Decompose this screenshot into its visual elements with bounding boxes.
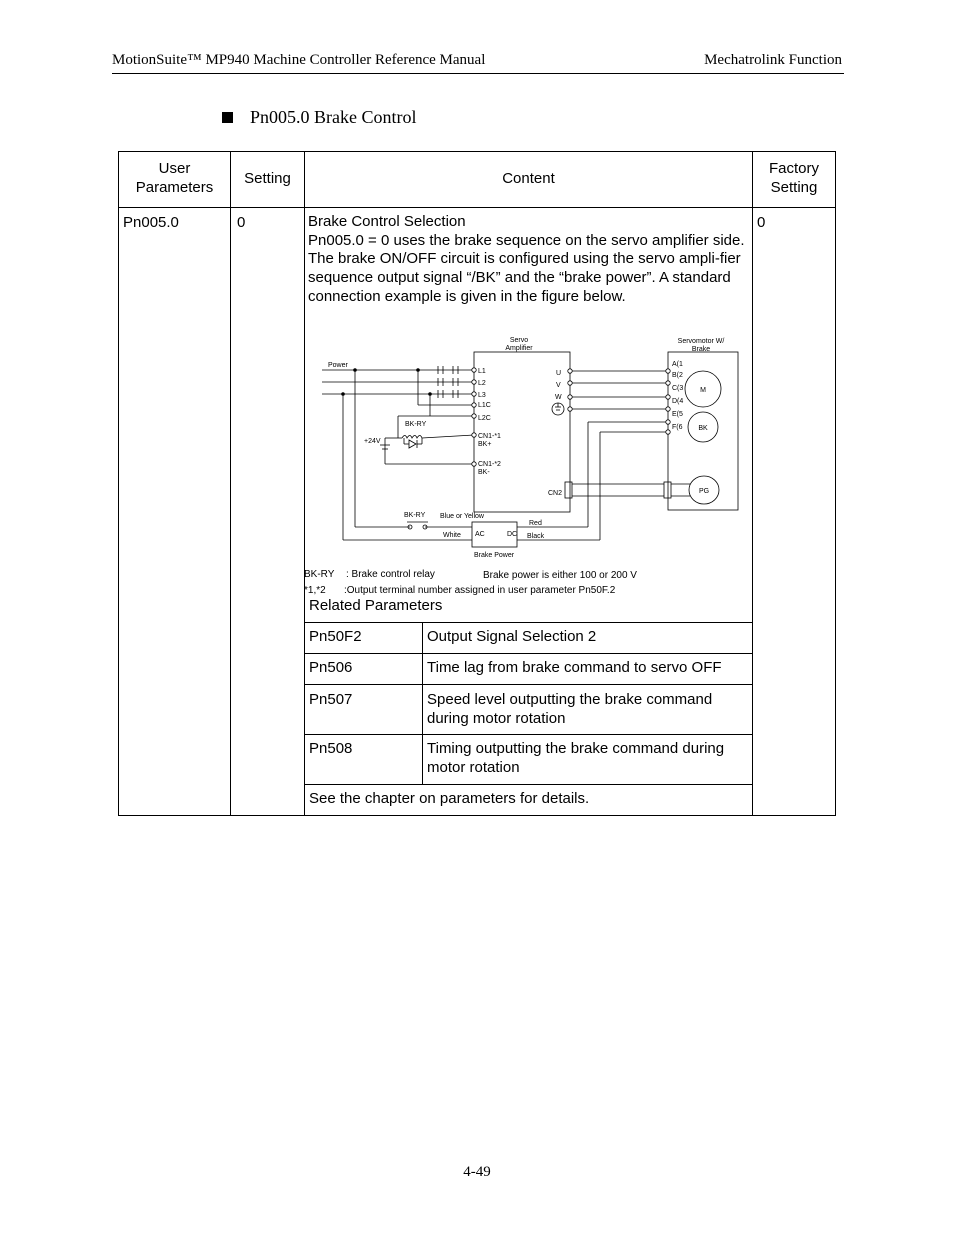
related-param-2: Pn506 [309,659,353,676]
terminal-w: W [555,394,562,401]
pg-label: PG [698,488,710,495]
header-content: Content [502,170,555,187]
terminal-bk-minus: BK- [478,469,490,476]
brake-wiring-diagram [300,330,752,622]
section-title [222,107,417,128]
content-paragraph-1: Pn005.0 = 0 uses the brake sequence on the servo amplifier side. [308,231,745,249]
related-desc-1: Output Signal Selection 2 [427,628,597,645]
terminal-l1c: L1C [478,402,491,409]
table-col-divider-1 [230,151,231,816]
page-number: 4-49 [463,1164,491,1180]
motor-pin-f: F(6 [672,424,683,431]
note-bkry-key: BK-RY [304,569,335,580]
header-setting: Setting [244,170,291,187]
terminal-cn1-2: CN1-*2 [478,461,501,468]
related-top-border [304,622,752,623]
related-param-4: Pn508 [309,740,353,757]
note-bkry-text: : Brake control relay [346,569,435,580]
black-label: Black [527,533,545,540]
related-param-3: Pn507 [309,691,353,708]
table-left-border [118,151,119,816]
table-header-divider [118,207,836,208]
motor-m-label: M [700,387,706,394]
motor-pin-a: A(1 [672,361,683,368]
terminal-l2c: L2C [478,415,491,422]
header-rule [112,73,844,74]
cn2-label: CN2 [548,490,563,497]
terminal-bk-plus: BK+ [478,441,492,448]
table-top-border [118,151,836,152]
header-factory-setting: Factory Setting [768,160,819,196]
related-param-1: Pn50F2 [309,628,362,645]
dc-label: DC [507,531,518,538]
servomotor-label: Servomotor W/ Brake [677,338,725,353]
section-title-text: Pn005.0 Brake Control [250,107,417,127]
blue-yellow-label: Blue or Yellow [440,513,484,520]
motor-pin-b: B(2 [672,372,683,379]
row-content [308,213,748,307]
note-terminal-text: :Output terminal number assigned in user parameter Pn50F.2 [344,585,616,596]
terminal-u: U [556,370,562,377]
motor-pin-e: E(5 [672,411,683,418]
related-divider-1 [304,653,752,654]
related-col-divider [422,622,423,784]
note-terminal-key: *1,*2 [304,585,326,596]
brake-power-label: Brake Power [474,552,515,559]
see-details-text: See the chapter on parameters for details. [309,790,590,807]
running-header-section: Mechatrolink Function [704,52,842,68]
table-col-divider-3 [752,151,753,816]
related-divider-2 [304,684,752,685]
terminal-l2: L2 [478,380,486,387]
header-user-parameters: User Parameters [135,160,214,196]
table-right-border [835,151,836,816]
terminal-cn1-1: CN1-*1 [478,433,501,440]
related-divider-3 [304,734,752,735]
white-label: White [443,532,461,539]
v24-label: +24V [364,438,381,445]
related-desc-3: Speed level outputting the brake command during motor rotation [427,691,713,727]
motor-pin-c: C(3 [672,385,684,392]
square-bullet-icon [222,112,233,123]
related-divider-4 [304,784,752,785]
terminal-l3: L3 [478,392,486,399]
brake-bk-label: BK [698,425,708,432]
bkry-contact-label: BK-RY [404,512,426,519]
servo-amplifier-label: Servo Amplifier [505,337,533,352]
note-brake-power: Brake power is either 100 or 200 V [483,570,637,581]
row-setting: 0 [237,214,246,231]
terminal-v: V [556,382,561,389]
related-desc-2: Time lag from brake command to servo OFF [427,659,722,676]
content-title: Brake Control Selection [308,213,466,230]
related-parameters-title: Related Parameters [309,597,443,614]
related-desc-4: Timing outputting the brake command during motor rotation [427,740,725,776]
bkry-coil-label: BK-RY [405,421,427,428]
content-paragraph-2: The brake ON/OFF circuit is configured using the servo ampli-fier sequence output signal “/BK” and the “brake power”. A standard connection example is given in the figure below. [308,250,741,305]
table-bottom-border [118,815,836,816]
terminal-l1: L1 [478,368,486,375]
red-label: Red [529,520,542,527]
power-label: Power [328,362,348,369]
motor-pin-d: D(4 [672,398,684,405]
ac-label: AC [475,531,485,538]
running-header-title: MotionSuite™ MP940 Machine Controller Reference Manual [112,52,486,68]
row-parameter: Pn005.0 [123,214,179,231]
row-factory-setting: 0 [757,214,766,231]
